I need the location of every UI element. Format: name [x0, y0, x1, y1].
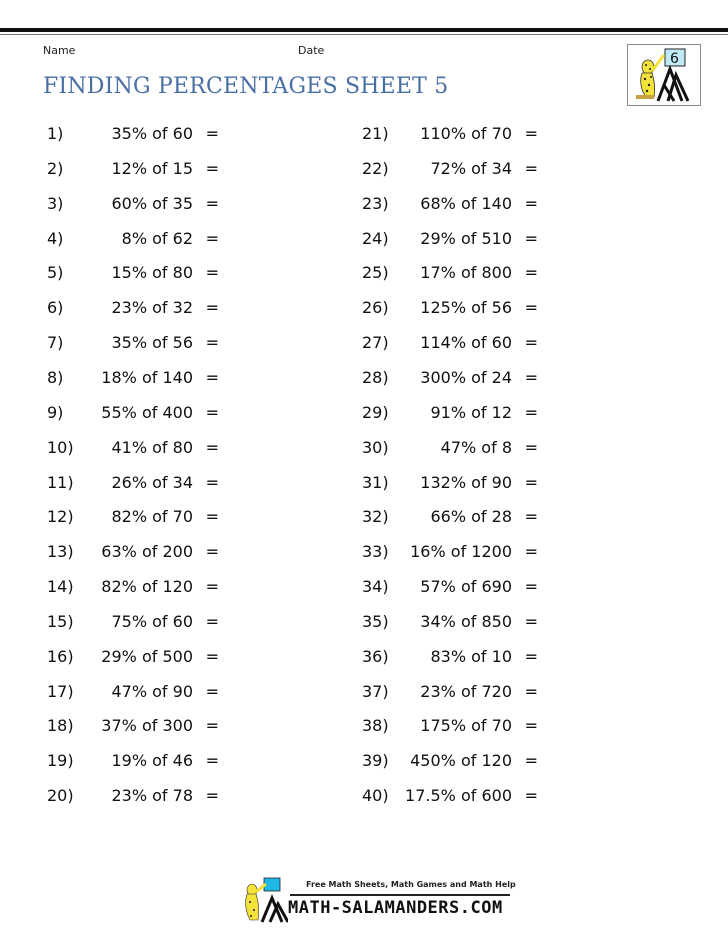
- question-number: 15): [47, 611, 74, 631]
- equals-sign: =: [524, 751, 538, 771]
- question-expression: 18% of 140: [101, 367, 193, 387]
- question-number: 17): [47, 681, 74, 701]
- question-expression: 75% of 60: [111, 611, 193, 631]
- question-number: 4): [47, 228, 64, 248]
- question-item: [47, 682, 219, 702]
- question-expression: 29% of 510: [420, 228, 512, 248]
- equals-sign: =: [524, 786, 538, 806]
- question-number: 18): [47, 716, 74, 736]
- question-expression: 29% of 500: [101, 646, 193, 666]
- question-item: [47, 263, 219, 283]
- question-expression: 23% of 32: [111, 298, 193, 318]
- question-item: [47, 751, 219, 771]
- question-number: 27): [362, 333, 389, 353]
- equals-sign: =: [524, 124, 538, 143]
- question-number: 29): [362, 402, 389, 422]
- equals-sign: =: [205, 716, 219, 736]
- equals-sign: =: [205, 158, 219, 178]
- question-number: 21): [362, 124, 389, 143]
- question-number: 35): [362, 611, 389, 631]
- question-expression: 83% of 10: [430, 646, 512, 666]
- question-expression: 66% of 28: [430, 507, 512, 527]
- question-expression: 114% of 60: [420, 333, 512, 353]
- equals-sign: =: [524, 367, 538, 387]
- question-expression: 37% of 300: [101, 716, 193, 736]
- footer-tagline: Free Math Sheets, Math Games and Math Help: [306, 880, 516, 889]
- question-item: [47, 473, 219, 493]
- question-number: 33): [362, 542, 389, 562]
- question-number: 16): [47, 646, 74, 666]
- question-item: [362, 473, 538, 493]
- question-number: 31): [362, 472, 389, 492]
- equals-sign: =: [205, 611, 219, 631]
- question-item: [362, 333, 538, 353]
- question-item: [362, 682, 538, 702]
- question-number: 34): [362, 577, 389, 597]
- page-title: FINDING PERCENTAGES SHEET 5: [43, 74, 449, 99]
- top-rule: [0, 28, 728, 32]
- question-number: 2): [47, 158, 64, 178]
- equals-sign: =: [205, 681, 219, 701]
- equals-sign: =: [205, 751, 219, 771]
- question-expression: 8% of 62: [121, 228, 193, 248]
- question-expression: 12% of 15: [111, 158, 193, 178]
- question-expression: 72% of 34: [430, 158, 512, 178]
- question-item: [362, 612, 538, 632]
- question-item: [362, 716, 538, 736]
- question-item: [47, 333, 219, 353]
- equals-sign: =: [205, 367, 219, 387]
- question-number: 26): [362, 298, 389, 318]
- question-item: [362, 298, 538, 318]
- question-expression: 16% of 1200: [410, 542, 512, 562]
- question-expression: 55% of 400: [101, 402, 193, 422]
- question-item: [362, 194, 538, 214]
- equals-sign: =: [524, 716, 538, 736]
- question-expression: 26% of 34: [111, 472, 193, 492]
- question-item: [362, 403, 538, 423]
- question-expression: 41% of 80: [111, 437, 193, 457]
- equals-sign: =: [524, 507, 538, 527]
- question-item: [362, 786, 538, 806]
- question-expression: 34% of 850: [420, 611, 512, 631]
- question-expression: 450% of 120: [410, 751, 512, 771]
- question-expression: 110% of 70: [420, 124, 512, 143]
- question-expression: 91% of 12: [430, 402, 512, 422]
- question-item: [362, 263, 538, 283]
- date-label: Date: [298, 44, 325, 57]
- equals-sign: =: [205, 402, 219, 422]
- question-number: 20): [47, 786, 74, 806]
- question-expression: 17.5% of 600: [405, 786, 512, 806]
- question-expression: 35% of 60: [111, 124, 193, 143]
- question-number: 12): [47, 507, 74, 527]
- equals-sign: =: [205, 786, 219, 806]
- question-number: 6): [47, 298, 64, 318]
- equals-sign: =: [524, 681, 538, 701]
- equals-sign: =: [524, 542, 538, 562]
- equals-sign: =: [524, 611, 538, 631]
- salamander-logo: [627, 44, 701, 106]
- footer-salamander-icon: [238, 876, 288, 924]
- question-number: 14): [47, 577, 74, 597]
- question-item: [47, 507, 219, 527]
- equals-sign: =: [205, 333, 219, 353]
- equals-sign: =: [205, 298, 219, 318]
- question-expression: 19% of 46: [111, 751, 193, 771]
- question-number: 22): [362, 158, 389, 178]
- question-number: 7): [47, 333, 64, 353]
- question-number: 38): [362, 716, 389, 736]
- question-expression: 17% of 800: [420, 263, 512, 283]
- question-item: [362, 577, 538, 597]
- question-item: [47, 403, 219, 423]
- question-number: 39): [362, 751, 389, 771]
- question-expression: 82% of 70: [111, 507, 193, 527]
- question-number: 32): [362, 507, 389, 527]
- question-item: [47, 542, 219, 562]
- question-item: [47, 368, 219, 388]
- equals-sign: =: [524, 193, 538, 213]
- logo-number: 6: [670, 51, 679, 67]
- equals-sign: =: [205, 472, 219, 492]
- question-number: 19): [47, 751, 74, 771]
- equals-sign: =: [205, 542, 219, 562]
- question-item: [47, 716, 219, 736]
- question-number: 30): [362, 437, 389, 457]
- question-item: [362, 438, 538, 458]
- question-item: [362, 751, 538, 771]
- equals-sign: =: [205, 263, 219, 283]
- equals-sign: =: [524, 472, 538, 492]
- question-expression: 60% of 35: [111, 193, 193, 213]
- question-number: 23): [362, 193, 389, 213]
- question-number: 24): [362, 228, 389, 248]
- question-item: [47, 577, 219, 597]
- question-number: 8): [47, 367, 64, 387]
- equals-sign: =: [524, 298, 538, 318]
- equals-sign: =: [205, 437, 219, 457]
- question-item: [47, 194, 219, 214]
- question-number: 1): [47, 124, 64, 143]
- question-item: [47, 124, 219, 144]
- question-expression: 300% of 24: [420, 367, 512, 387]
- equals-sign: =: [524, 437, 538, 457]
- question-item: [47, 786, 219, 806]
- question-item: [47, 612, 219, 632]
- equals-sign: =: [205, 507, 219, 527]
- question-item: [362, 229, 538, 249]
- equals-sign: =: [205, 646, 219, 666]
- equals-sign: =: [524, 402, 538, 422]
- question-item: [47, 159, 219, 179]
- equals-sign: =: [205, 228, 219, 248]
- question-number: 9): [47, 402, 64, 422]
- footer-site-name: MATH-SALAMANDERS.COM: [288, 898, 503, 918]
- question-expression: 68% of 140: [420, 193, 512, 213]
- question-number: 36): [362, 646, 389, 666]
- footer-divider: [290, 894, 510, 896]
- question-expression: 47% of 90: [111, 681, 193, 701]
- salamander-easel-icon: [628, 45, 700, 105]
- footer-logo: [238, 876, 518, 924]
- question-number: 5): [47, 263, 64, 283]
- equals-sign: =: [524, 228, 538, 248]
- equals-sign: =: [524, 577, 538, 597]
- question-expression: 132% of 90: [420, 472, 512, 492]
- question-expression: 23% of 78: [111, 786, 193, 806]
- equals-sign: =: [524, 646, 538, 666]
- top-rule-thin: [0, 34, 728, 35]
- question-item: [362, 159, 538, 179]
- equals-sign: =: [524, 158, 538, 178]
- question-item: [362, 507, 538, 527]
- question-expression: 125% of 56: [420, 298, 512, 318]
- question-item: [47, 647, 219, 667]
- question-item: [362, 647, 538, 667]
- question-number: 13): [47, 542, 74, 562]
- question-expression: 23% of 720: [420, 681, 512, 701]
- question-expression: 57% of 690: [420, 577, 512, 597]
- question-expression: 82% of 120: [101, 577, 193, 597]
- equals-sign: =: [205, 577, 219, 597]
- equals-sign: =: [205, 124, 219, 143]
- question-expression: 47% of 8: [440, 437, 512, 457]
- question-item: [362, 124, 538, 144]
- question-number: 11): [47, 472, 74, 492]
- question-number: 40): [362, 786, 389, 806]
- question-number: 10): [47, 437, 74, 457]
- question-item: [47, 229, 219, 249]
- question-expression: 35% of 56: [111, 333, 193, 353]
- question-expression: 15% of 80: [111, 263, 193, 283]
- question-item: [47, 298, 219, 318]
- question-expression: 63% of 200: [101, 542, 193, 562]
- question-item: [362, 542, 538, 562]
- equals-sign: =: [205, 193, 219, 213]
- question-number: 37): [362, 681, 389, 701]
- question-expression: 175% of 70: [420, 716, 512, 736]
- question-item: [47, 438, 219, 458]
- name-label: Name: [43, 44, 76, 57]
- question-number: 28): [362, 367, 389, 387]
- question-number: 25): [362, 263, 389, 283]
- equals-sign: =: [524, 333, 538, 353]
- question-number: 3): [47, 193, 64, 213]
- equals-sign: =: [524, 263, 538, 283]
- question-item: [362, 368, 538, 388]
